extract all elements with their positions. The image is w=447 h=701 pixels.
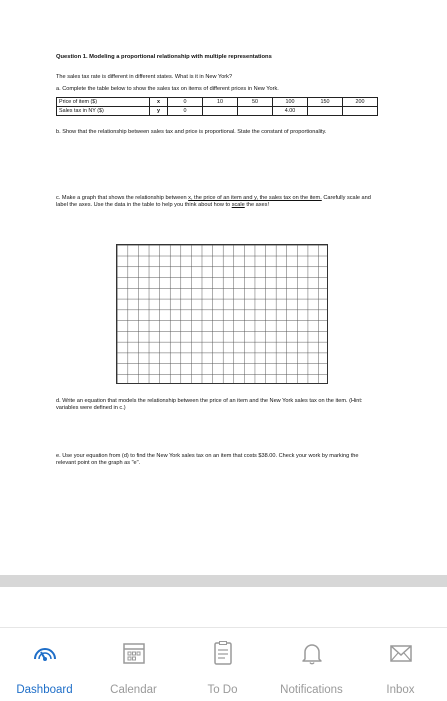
tab-todo[interactable] [178, 628, 267, 701]
table-cell: 0 [168, 98, 203, 107]
table-var-y: y [150, 107, 168, 116]
part-d-text: d. Write an equation that models the relationship between the price of an item and the New York sales tax on the item. (Hint: variables were defined in c.) [56, 398, 363, 411]
table-cell [203, 107, 238, 116]
intro-text: The sales tax rate is different in different states. What is it in New York? [56, 74, 233, 80]
table-row-label: Sales tax in NY ($) [57, 107, 150, 116]
tab-label: Calendar [110, 684, 157, 696]
table-row [57, 107, 378, 116]
part-b-text: b. Show that the relationship between sales tax and price is proportional. State the constant of proportionality. [56, 129, 327, 135]
table-cell: 10 [203, 98, 238, 107]
table-cell: 50 [238, 98, 273, 107]
tab-notifications[interactable] [267, 628, 356, 701]
tab-label: To Do [207, 684, 238, 696]
question-title: Question 1. Modeling a proportional relationship with multiple representations [56, 54, 272, 60]
table-cell: 0 [168, 107, 203, 116]
page-gap [0, 587, 447, 627]
tab-label: Dashboard [16, 684, 73, 696]
part-e-text: e. Use your equation from (d) to find the New York sales tax on an item that costs $38.00. Check your work by marking the relevant point on the graph as "e". [56, 453, 359, 466]
table-cell: 100 [273, 98, 308, 107]
table-cell [308, 107, 343, 116]
tab-dashboard[interactable] [0, 628, 89, 701]
part-a-text: a. Complete the table below to show the sales tax on items of different prices in New York. [56, 86, 279, 92]
dashboard-icon [32, 640, 58, 666]
table-cell [238, 107, 273, 116]
tab-label: Inbox [386, 684, 415, 696]
table-var-x: x [150, 98, 168, 107]
part-c-tail: the axes! [244, 202, 270, 208]
table-row [57, 98, 378, 107]
tab-calendar[interactable] [89, 628, 178, 701]
part-c-mid: Carefully scale and label the axes. Use the data in the table to help you think about how to [56, 195, 371, 208]
table-cell: 4.00 [273, 107, 308, 116]
tab-inbox[interactable] [356, 628, 445, 701]
sales-tax-table [56, 97, 378, 116]
blank-graph-grid [116, 244, 328, 384]
page-separator [0, 575, 447, 587]
todo-icon [210, 640, 236, 666]
bell-icon [299, 640, 325, 666]
calendar-icon [121, 640, 147, 666]
bottom-tab-bar [0, 627, 447, 701]
table-cell: 200 [343, 98, 378, 107]
part-c-scale: scale [231, 202, 245, 208]
table-row-label: Price of item ($) [57, 98, 150, 107]
part-c-lead: c. Make a graph that shows the relationship between [56, 195, 189, 201]
part-c-variables: x, the price of an item and y, the sales tax on the item. [188, 195, 322, 201]
table-cell [343, 107, 378, 116]
part-c-text [56, 195, 376, 209]
tab-label: Notifications [280, 684, 343, 696]
inbox-icon [388, 640, 414, 666]
table-cell: 150 [308, 98, 343, 107]
